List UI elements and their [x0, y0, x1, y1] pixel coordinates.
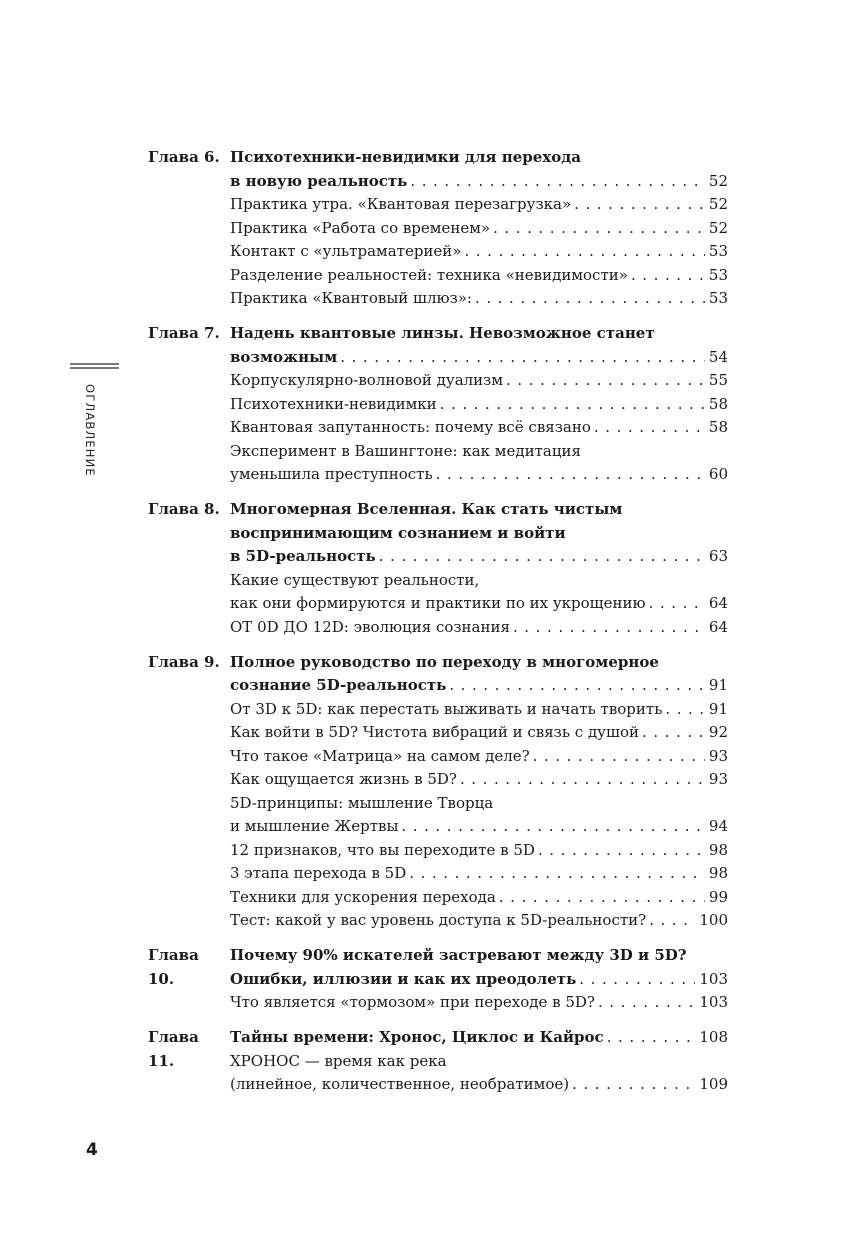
chapter-title-line	[230, 146, 728, 170]
entry-page-number: 98	[708, 840, 728, 859]
dot-leader	[628, 264, 705, 288]
dot-leader	[503, 369, 705, 393]
entry-text: Тайны времени: Хронос, Циклос и Кайрос	[230, 1028, 604, 1046]
entry-text: Практика утра. «Квантовая перезагрузка»	[230, 195, 572, 213]
entry-page-number: 53	[708, 242, 728, 260]
entry-text: Тест: какой у вас уровень доступа к 5D-реальности?	[230, 911, 647, 929]
entry-page-number: 108	[699, 1028, 728, 1046]
toc-entry	[230, 909, 728, 933]
entry-page-number: 52	[708, 218, 728, 237]
entry-page-number: 103	[699, 993, 728, 1011]
entry-text: 5D-принципы: мышление Творца	[230, 793, 494, 812]
toc-entry	[230, 698, 728, 722]
toc-entry	[230, 592, 728, 616]
entry-page-number: 93	[708, 746, 728, 765]
entry-page-number: 53	[708, 289, 728, 307]
toc-chapter	[148, 498, 728, 639]
chapter-label: Глава 6.	[148, 148, 220, 166]
toc-entry	[230, 193, 728, 217]
entry-page-number: 60	[708, 465, 728, 483]
entry-page-number: 52	[708, 171, 728, 190]
entry-text: ХРОНОС — время как река	[230, 1051, 447, 1070]
entry-page-number: 92	[708, 723, 728, 741]
toc-entry	[230, 815, 728, 839]
toc-chapter	[148, 651, 728, 933]
entry-text: Почему 90% искателей застревают между 3D и 5D?	[230, 946, 687, 964]
dot-leader	[639, 721, 705, 745]
dot-leader	[535, 839, 705, 863]
toc-entry	[230, 616, 728, 640]
entry-text: сознание 5D-реальность	[230, 676, 447, 694]
dot-leader	[569, 1073, 695, 1097]
chapter-label: Глава 11.	[148, 1028, 199, 1070]
dot-leader	[576, 968, 695, 992]
dot-leader	[595, 991, 695, 1015]
entry-page-number: 54	[708, 347, 728, 366]
chapter-title-line	[230, 674, 728, 698]
toc-entry	[230, 839, 728, 863]
dot-leader	[461, 240, 704, 264]
entry-text: Контакт с «ультраматерией»	[230, 242, 462, 260]
dot-leader	[457, 768, 705, 792]
entry-text: Техники для ускорения перехода	[230, 887, 496, 906]
entry-page-number: 58	[708, 394, 728, 413]
section-side-label: ОГЛАВЛЕНИЕ	[83, 384, 97, 477]
entry-text: От 3D к 5D: как перестать выживать и начать творить	[230, 699, 663, 718]
entry-text: ОТ 0D ДО 12D: эволюция сознания	[230, 617, 510, 636]
entry-text: Как войти в 5D? Чистота вибраций и связь с душой	[230, 723, 639, 741]
dot-leader	[496, 886, 705, 910]
toc-entry	[230, 416, 728, 440]
toc-entry	[230, 768, 728, 792]
toc-entry	[230, 721, 728, 745]
chapter-entries	[230, 146, 728, 311]
dot-leader	[490, 217, 705, 241]
chapter-title-line	[230, 968, 728, 992]
chapter-entries	[230, 651, 728, 933]
table-of-contents	[148, 146, 728, 1108]
entry-text: воспринимающим сознанием и войти	[230, 523, 566, 542]
entry-text: Эксперимент в Вашингтоне: как медитация	[230, 441, 581, 460]
entry-text: уменьшила преступность	[230, 465, 433, 483]
chapter-title-line	[230, 944, 728, 968]
chapter-entries	[230, 498, 728, 639]
dot-leader	[662, 698, 705, 722]
toc-entry	[230, 264, 728, 288]
entry-page-number: 91	[708, 676, 728, 694]
chapter-label: Глава 9.	[148, 652, 220, 671]
dot-leader	[398, 815, 705, 839]
page-number: 4	[86, 1140, 98, 1160]
side-double-rule	[70, 363, 119, 365]
entry-text: Разделение реальностей: техника «невидимости»	[230, 265, 628, 284]
entry-page-number: 93	[708, 770, 728, 788]
entry-page-number: 63	[708, 547, 728, 565]
entry-text: Корпускулярно-волновой дуализм	[230, 371, 504, 389]
entry-text: Полное руководство по переходу в многомерное	[230, 652, 659, 671]
dot-leader	[407, 170, 705, 194]
entry-text: в 5D-реальность	[230, 547, 376, 565]
toc-entry	[230, 440, 728, 464]
toc-chapter	[148, 1026, 728, 1097]
entry-text: Психотехники-невидимки для перехода	[230, 148, 581, 166]
entry-page-number: 53	[708, 265, 728, 284]
toc-entry	[230, 393, 728, 417]
entry-page-number: 64	[708, 617, 728, 636]
entry-page-number: 98	[708, 864, 728, 882]
entry-text: как они формируются и практики по их укрощению	[230, 594, 646, 612]
toc-entry	[230, 1050, 728, 1074]
entry-text: 3 этапа перехода в 5D	[230, 864, 407, 882]
toc-entry	[230, 745, 728, 769]
toc-chapter	[148, 322, 728, 487]
dot-leader	[604, 1026, 696, 1050]
toc-entry	[230, 862, 728, 886]
entry-page-number: 91	[708, 699, 728, 718]
toc-entry	[230, 240, 728, 264]
entry-text: Психотехники-невидимки	[230, 394, 437, 413]
dot-leader	[337, 346, 705, 370]
chapter-title-line	[230, 498, 728, 522]
dot-leader	[446, 674, 705, 698]
entry-text: Практика «Работа со временем»	[230, 218, 491, 237]
chapter-title-line	[230, 1026, 728, 1050]
entry-page-number: 64	[708, 594, 728, 612]
toc-entry	[230, 369, 728, 393]
chapter-title-line	[230, 170, 728, 194]
entry-text: Какие существуют реальности,	[230, 570, 480, 589]
dot-leader	[406, 862, 705, 886]
entry-page-number: 58	[708, 418, 728, 436]
entry-page-number: 52	[708, 195, 728, 213]
entry-page-number: 103	[699, 969, 728, 988]
chapter-entries	[230, 322, 728, 487]
dot-leader	[571, 193, 705, 217]
dot-leader	[376, 545, 705, 569]
chapter-title-line	[230, 346, 728, 370]
toc-entry	[230, 287, 728, 311]
dot-leader	[591, 416, 705, 440]
toc-entry	[230, 1073, 728, 1097]
entry-page-number: 94	[708, 817, 728, 835]
chapter-title-line	[230, 651, 728, 675]
chapter-title-line	[230, 545, 728, 569]
entry-page-number: 100	[699, 911, 728, 929]
entry-page-number: 99	[708, 887, 728, 906]
entry-text: (линейное, количественное, необратимое)	[230, 1075, 570, 1093]
chapter-label: Глава 7.	[148, 324, 220, 342]
entry-text: Надень квантовые линзы. Невозможное станет	[230, 324, 655, 342]
dot-leader	[472, 287, 705, 311]
dot-leader	[437, 393, 705, 417]
entry-text: Что такое «Матрица» на самом деле?	[230, 746, 530, 765]
entry-page-number: 55	[708, 371, 728, 389]
dot-leader	[646, 909, 695, 933]
chapter-title-line	[230, 322, 728, 346]
dot-leader	[646, 592, 705, 616]
entry-text: в новую реальность	[230, 171, 408, 190]
entry-text: возможным	[230, 347, 338, 366]
toc-chapter	[148, 944, 728, 1015]
toc-entry	[230, 792, 728, 816]
entry-text: Что является «тормозом» при переходе в 5D?	[230, 993, 595, 1011]
chapter-label: Глава 10.	[148, 946, 199, 988]
dot-leader	[433, 463, 705, 487]
entry-text: Практика «Квантовый шлюз»:	[230, 289, 472, 307]
toc-entry	[230, 217, 728, 241]
entry-page-number: 109	[699, 1075, 728, 1093]
toc-entry	[230, 886, 728, 910]
dot-leader	[510, 616, 705, 640]
toc-entry	[230, 463, 728, 487]
chapter-entries	[230, 944, 728, 1015]
entry-text: и мышление Жертвы	[230, 817, 399, 835]
toc-entry	[230, 569, 728, 593]
toc-chapter	[148, 146, 728, 311]
entry-text: Многомерная Вселенная. Как стать чистым	[230, 500, 623, 518]
entry-text: Ошибки, иллюзии и как их преодолеть	[230, 969, 577, 988]
chapter-entries	[230, 1026, 728, 1097]
chapter-label: Глава 8.	[148, 500, 220, 518]
dot-leader	[530, 745, 705, 769]
entry-text: Как ощущается жизнь в 5D?	[230, 770, 457, 788]
entry-text: Квантовая запутанность: почему всё связано	[230, 418, 591, 436]
chapter-title-line	[230, 522, 728, 546]
entry-text: 12 признаков, что вы переходите в 5D	[230, 840, 535, 859]
toc-entry	[230, 991, 728, 1015]
